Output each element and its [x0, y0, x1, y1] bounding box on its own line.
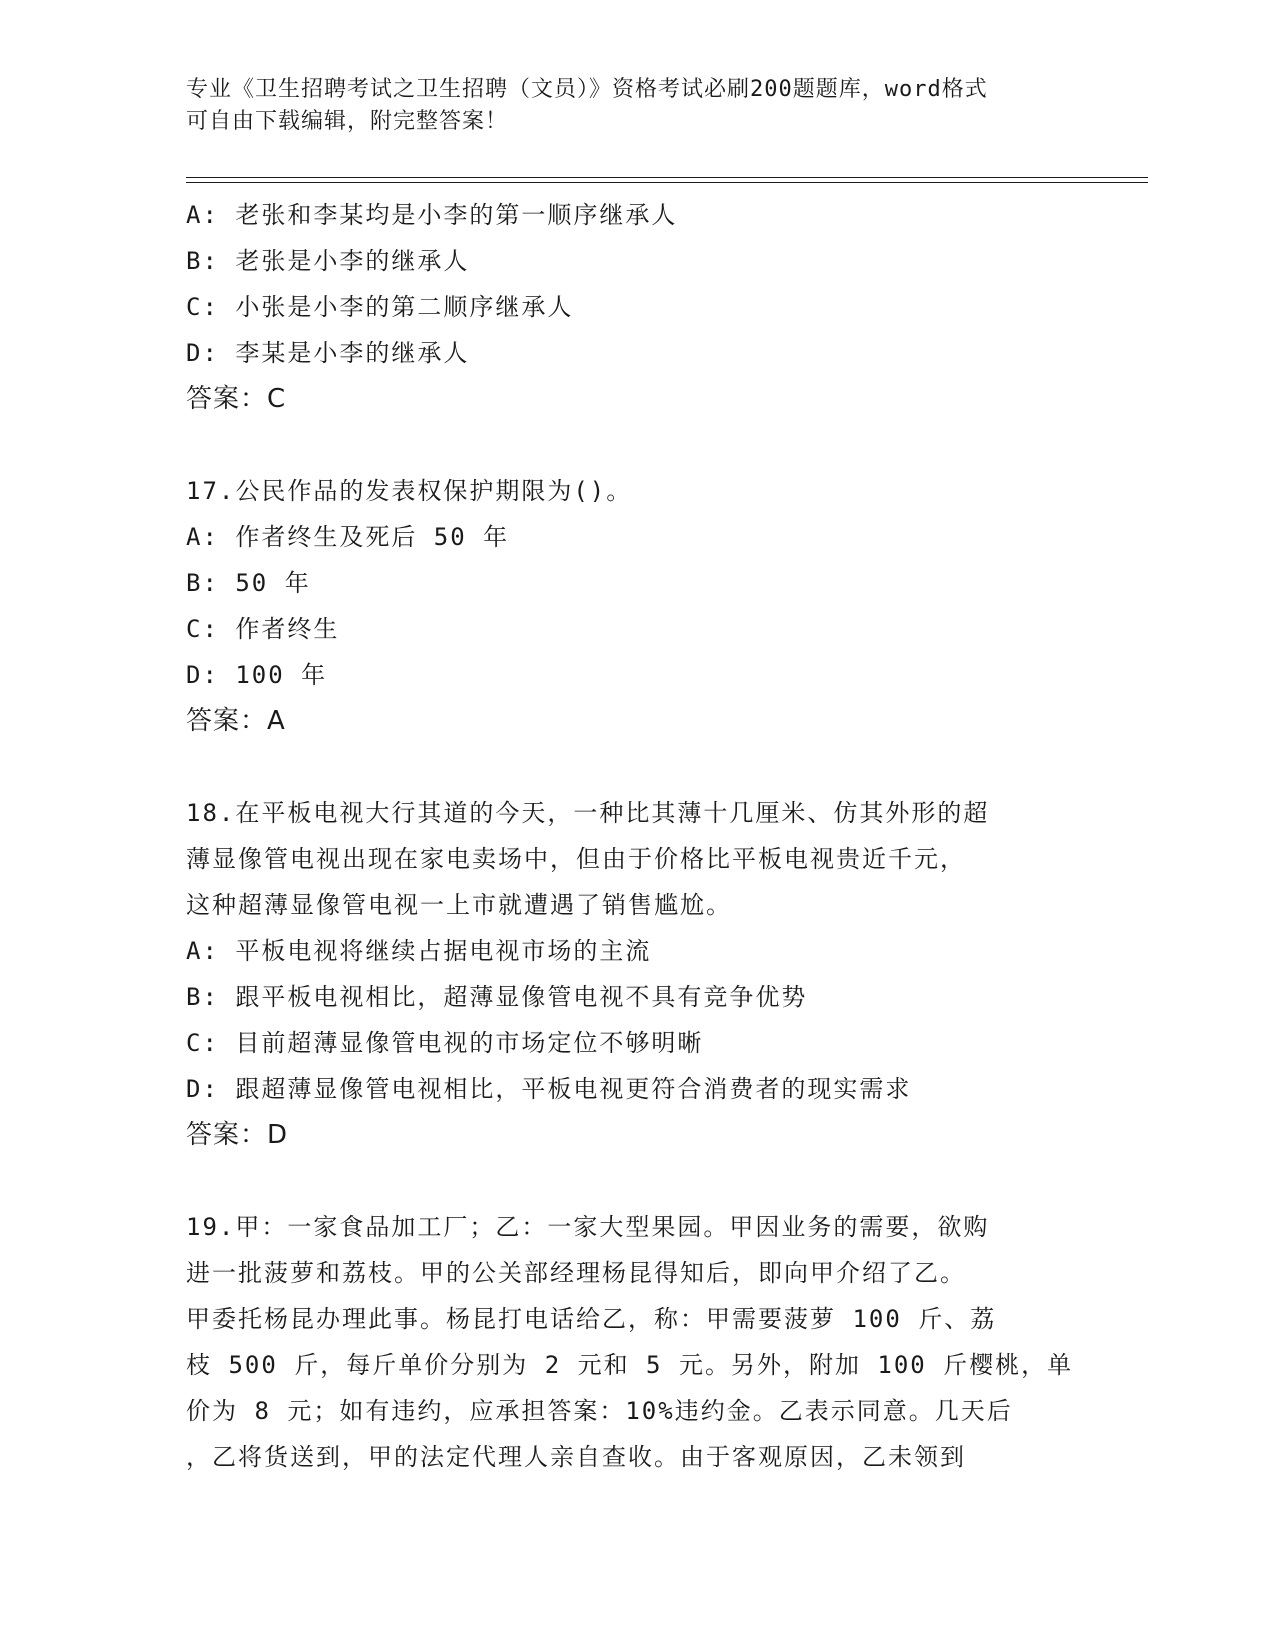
header-line-2: 可自由下载编辑，附完整答案！: [186, 109, 509, 134]
question-stem-line-2: 薄显像管电视出现在家电卖场中，但由于价格比平板电视贵近千元，: [186, 845, 966, 873]
option-d: D: 跟超薄显像管电视相比，平板电视更符合消费者的现实需求: [186, 1075, 912, 1103]
question-19: [186, 1204, 1074, 1480]
option-c: C: 作者终生: [186, 615, 340, 643]
option-a: A: 老张和李某均是小李的第一顺序继承人: [186, 201, 678, 229]
question-stem-line-2: 进一批菠萝和荔枝。甲的公关部经理杨昆得知后，即向甲介绍了乙。: [186, 1259, 966, 1287]
header-divider-bottom: [186, 182, 1148, 183]
spacer: [186, 744, 1066, 790]
question-stem-line-1: 18.在平板电视大行其道的今天，一种比其薄十几厘米、仿其外形的超: [186, 799, 990, 827]
answer-line: 答案：D: [186, 1120, 289, 1150]
question-17: [186, 468, 1066, 744]
answer-line: 答案：A: [186, 706, 286, 736]
question-stem-line-6: ，乙将货送到，甲的法定代理人亲自查收。由于客观原因，乙未领到: [186, 1443, 966, 1471]
question-stem-line-1: 19.甲：一家食品加工厂；乙：一家大型果园。甲因业务的需要，欲购: [186, 1213, 990, 1241]
spacer: [186, 422, 1066, 468]
question-stem-line-3: 这种超薄显像管电视一上市就遭遇了销售尴尬。: [186, 891, 732, 919]
option-c: C: 目前超薄显像管电视的市场定位不够明晰: [186, 1029, 704, 1057]
document-header: [186, 74, 1066, 138]
option-a: A: 平板电视将继续占据电视市场的主流: [186, 937, 652, 965]
option-a: A: 作者终生及死后 50 年: [186, 523, 510, 551]
option-b: B: 老张是小李的继承人: [186, 247, 470, 275]
option-b: B: 跟平板电视相比，超薄显像管电视不具有竞争优势: [186, 983, 808, 1011]
question-18: [186, 790, 1066, 1158]
question-stem-line-5: 价为 8 元；如有违约，应承担答案：10%违约金。乙表示同意。几天后: [186, 1397, 1013, 1425]
answer-line: 答案：C: [186, 384, 287, 414]
question-16: [186, 192, 1066, 422]
question-stem-line-4: 枝 500 斤，每斤单价分别为 2 元和 5 元。另外，附加 100 斤樱桃，单: [186, 1351, 1074, 1379]
question-content: [186, 192, 1074, 1480]
spacer: [186, 1158, 1066, 1204]
question-stem-line-3: 甲委托杨昆办理此事。杨昆打电话给乙，称：甲需要菠萝 100 斤、荔: [186, 1305, 997, 1333]
option-b: B: 50 年: [186, 569, 311, 597]
header-divider-top: [186, 177, 1148, 178]
option-d: D: 100 年: [186, 661, 328, 689]
option-c: C: 小张是小李的第二顺序继承人: [186, 293, 574, 321]
question-stem: 17.公民作品的发表权保护期限为()。: [186, 477, 633, 505]
option-d: D: 李某是小李的继承人: [186, 339, 470, 367]
header-line-1: 专业《卫生招聘考试之卫生招聘（文员）》资格考试必刷200题题库，word格式: [186, 77, 988, 102]
